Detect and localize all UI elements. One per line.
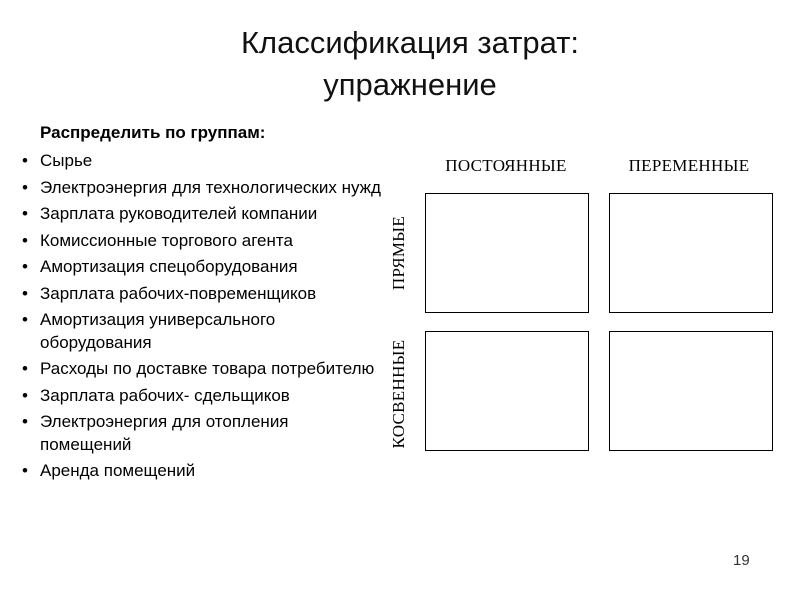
bullet-icon: • xyxy=(22,385,28,405)
bullet-icon: • xyxy=(22,412,28,431)
list-item xyxy=(22,283,382,306)
list-item-text: Амортизация универсального оборудования xyxy=(40,310,276,352)
bullet-icon: • xyxy=(22,310,28,329)
page-number: 19 xyxy=(733,552,750,569)
list-item xyxy=(22,309,382,354)
bullet-icon: • xyxy=(22,257,28,276)
cell-indirect-variable xyxy=(609,331,773,451)
bullet-icon: • xyxy=(22,461,28,480)
cell-direct-variable xyxy=(609,193,773,313)
bullet-icon: • xyxy=(22,151,28,170)
list-item-text: Амортизация спецоборудования xyxy=(40,257,298,276)
bullet-icon: • xyxy=(22,230,28,250)
cell-indirect-fixed xyxy=(425,331,589,451)
bullet-icon: • xyxy=(22,359,28,378)
column-header-fixed: ПОСТОЯННЫЕ xyxy=(445,156,567,175)
list-item-text: Электроэнергия для технологических нужд xyxy=(40,177,381,197)
bullet-icon: • xyxy=(22,283,28,303)
list-item-text: Комиссионные торгового агента xyxy=(40,230,293,250)
instruction-heading: Распределить по группам: xyxy=(40,123,266,142)
list-item xyxy=(22,385,382,408)
list-item-text: Зарплата рабочих- сдельщиков xyxy=(40,385,290,405)
bullet-icon: • xyxy=(22,204,28,223)
list-item xyxy=(22,150,382,173)
list-item xyxy=(22,358,382,381)
list-item-text: Зарплата рабочих-повременщиков xyxy=(40,283,317,303)
column-header-variable: ПЕРЕМЕННЫЕ xyxy=(628,156,750,175)
list-item-text: Зарплата руководителей компании xyxy=(40,204,318,223)
list-item-text: Электроэнергия для отопления помещений xyxy=(40,412,289,454)
row-header-direct: ПРЯМЫЕ xyxy=(389,215,408,291)
cost-items-list xyxy=(22,150,382,487)
list-item-text: Аренда помещений xyxy=(40,461,196,480)
row-header-indirect: КОСВЕННЫЕ xyxy=(389,339,408,449)
list-item xyxy=(22,411,382,456)
list-item-text: Расходы по доставке товара потребителю xyxy=(40,359,375,378)
slide-title-line-1: Классификация затрат: xyxy=(240,25,580,60)
slide-title-line-2: упражнение xyxy=(323,67,497,102)
slide-title xyxy=(0,22,800,106)
list-item-text: Сырье xyxy=(40,151,93,170)
list-item xyxy=(22,203,382,226)
list-item xyxy=(22,256,382,279)
list-item xyxy=(22,230,382,253)
bullet-icon: • xyxy=(22,177,28,197)
list-item xyxy=(22,460,382,483)
list-item xyxy=(22,177,382,200)
cell-direct-fixed xyxy=(425,193,589,313)
